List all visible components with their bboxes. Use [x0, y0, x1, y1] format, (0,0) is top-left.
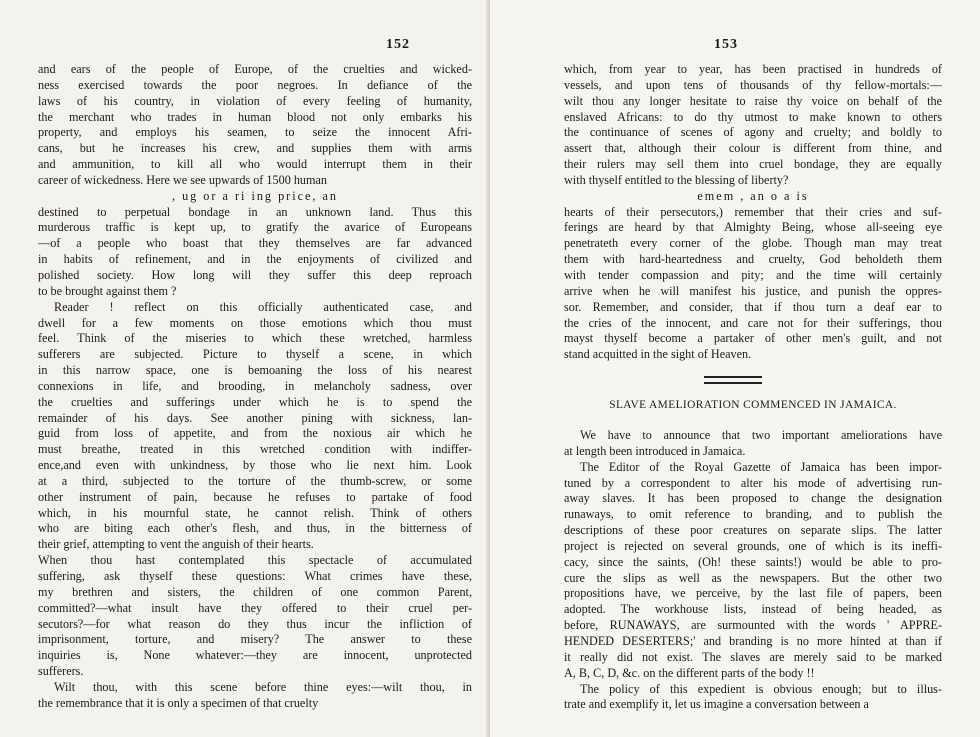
text-line: secutors?—for what reason do they thus incur the infliction of — [38, 616, 472, 631]
text-line: cans, but he increases his crew, and supplies them with arms — [38, 141, 472, 156]
text-line: before, RUNAWAYS, are surmounted with the words ' APPRE- — [564, 618, 942, 633]
text-line: property, and employs his seamen, to seize the innocent Afri- — [38, 125, 472, 140]
text-line: sufferers. — [38, 664, 84, 679]
text-line: it really did not exist. The slaves are merely said to be marked — [564, 649, 942, 664]
text-line: them with hard-heartedness and cruelty, God beholdeth them — [564, 252, 942, 267]
text-line: A, B, C, D, &c. on the different parts of the body !! — [564, 665, 815, 680]
text-line: arrive when he will manifest his justice, and punish the oppres- — [564, 283, 942, 298]
text-line: , ug or a ri ing price, an — [171, 188, 339, 203]
text-line: inquiries is, None whatever:—they are innocent, unprotected — [38, 648, 472, 663]
text-line: propositions have, we perceive, by the last file of papers, been — [564, 586, 942, 601]
right-page-text-bottom — [564, 428, 942, 713]
text-line: to be brought against them ? — [38, 283, 177, 298]
page-number-left: 152 — [386, 37, 410, 52]
text-line: the cruelties and sufferings under which he is to spend the — [38, 394, 472, 409]
text-line: and ammunition, to kill all who would interrupt them in their — [38, 157, 472, 172]
text-line: feel. Think of the miseries to which these wretched, harmless — [38, 331, 472, 346]
text-line: hearts of their persecutors,) remember that their cries and suf- — [564, 204, 942, 219]
text-line: —of a people who boast that they themselves are far advanced — [38, 236, 472, 251]
text-line: career of wickedness. Here we see upwards of 1500 human — [38, 172, 328, 187]
text-line: sor. Remember, and consider, that if thou turn a deaf ear to — [564, 299, 942, 314]
text-line: with tender compassion and pity; and the time will certainly — [564, 267, 942, 282]
text-line: committed?—what insult have they offered to their cruel per- — [38, 600, 472, 615]
text-line: polished society. How long will they suffer this deep reproach — [38, 267, 472, 282]
text-line: which, from year to year, has been practised in hundreds of — [564, 62, 942, 76]
text-line: the merchant who trades in human blood not only embarks his — [38, 109, 472, 124]
text-line: remainder of his days. See another pining with sickness, lan- — [38, 410, 472, 425]
text-line: their grief, attempting to vent the anguish of their hearts. — [38, 537, 314, 552]
text-line: and ears of the people of Europe, of the cruelties and wicked- — [38, 62, 472, 76]
section-heading: SLAVE AMELIORATION COMMENCED IN JAMAICA. — [609, 399, 897, 412]
text-line: guid from loss of appetite, and from the noxious air which he — [38, 426, 472, 441]
text-line: which, in his mournful state, he cannot relish. Think of others — [38, 505, 472, 520]
text-line: mayst thyself become a partaker of other men's guilt, and not — [564, 331, 942, 346]
text-line: destined to perpetual bondage in an unknown land. Thus this — [38, 204, 472, 219]
text-line: who are biting each other's flesh, and thus, in the bitterness of — [38, 521, 472, 536]
text-line: must breathe, treated in this wretched condition with indiffer- — [38, 442, 472, 457]
text-line: away slaves. It has been proposed to change the designation — [564, 491, 942, 506]
text-line: When thou hast contemplated this spectacle of accumulated — [38, 553, 472, 568]
text-line: their rulers may sell them into cruel bondage, they are equally — [564, 157, 942, 172]
text-line: wilt thou any longer hesitate to raise thy voice on behalf of the — [564, 93, 942, 108]
text-line: project is rejected on several grounds, one of which is its ineffi- — [564, 538, 942, 553]
left-page-text — [38, 62, 472, 712]
text-line: ferings are heard by that Almighty Being, whose all-seeing eye — [564, 220, 942, 235]
text-line: enslaved Africans: to do thy utmost to make known to others — [564, 109, 942, 124]
text-line: connexions in life, and brooding, in melancholy sadness, over — [38, 378, 472, 393]
text-line: stand acquitted in the sight of Heaven. — [564, 347, 752, 362]
text-line: ence,and even with unkindness, by those who lie next him. Look — [38, 458, 472, 473]
text-line: other instrument of pain, because he refuses to partake of food — [38, 489, 472, 504]
text-line: the remembrance that it is only a specimen of that cruelty — [38, 695, 319, 710]
text-line: The policy of this expedient is obvious enough; but to illus- — [580, 681, 942, 696]
text-line: suffering, ask thyself these questions: What crimes have these, — [38, 569, 472, 583]
text-line: The Editor of the Royal Gazette of Jamaica has been impor- — [580, 459, 942, 474]
text-line: trate and exemplify it, let us imagine a conversation between a — [564, 697, 869, 712]
text-line: at a third, subjected to the torture of the thumb-screw, or some — [38, 473, 472, 488]
text-line: assert that, although their colour is different from thine, and — [564, 141, 942, 156]
section-divider — [704, 376, 762, 384]
text-line: murderous traffic is kept up, to gratify the avarice of Europeans — [38, 220, 472, 235]
text-line: laws of his country, in violation of every feeling of humanity, — [38, 93, 472, 108]
text-line: cure the slips as well as the newspapers. But the other two — [564, 570, 942, 585]
text-line: adopted. The workhouse lists, instead of being headed, as — [564, 602, 942, 617]
text-line: vessels, and upon tens of thousands of thy fellow-mortals:— — [564, 77, 942, 92]
right-page — [490, 0, 980, 737]
text-line: penetrateth every corner of the globe. Though man may treat — [564, 236, 942, 251]
text-line: Reader ! reflect on this officially authenticated case, and — [54, 299, 472, 314]
text-line: Wilt thou, with this scene before thine eyes:—wilt thou, in — [54, 679, 472, 694]
page-number-right: 153 — [714, 37, 738, 52]
text-line: emem , an o a is — [697, 188, 809, 203]
text-line: We have to announce that two important ameliorations have — [580, 428, 942, 443]
text-line: runaways, to omit reference to branding, and to publish the — [564, 507, 942, 522]
text-line: with thyself entitled to the blessing of liberty? — [564, 172, 789, 187]
text-line: the cries of the innocent, and care not for their sufferings, thou — [564, 315, 942, 330]
text-line: in habits of refinement, and in the enjoyments of civilized and — [38, 252, 472, 267]
text-line: ness exercised towards the poor negroes. In defiance of the — [38, 77, 472, 92]
text-line: at length been introduced in Jamaica. — [564, 443, 746, 458]
text-line: my brethren and sisters, the children of one common Parent, — [38, 584, 472, 599]
text-line: sufferers are subjected. Picture to thyself a scene, in which — [38, 347, 472, 362]
text-line: descriptions of these poor creatures on separate slips. The latter — [564, 523, 942, 538]
text-line: in this narrow space, one is bemoaning the loss of his nearest — [38, 363, 472, 378]
text-line: the continuance of scenes of agony and cruelty; and boldly to — [564, 125, 942, 140]
text-line: tuned by a correspondent to alter his mode of advertising run- — [564, 475, 942, 490]
text-line: imprisonment, torture, and misery? The answer to these — [38, 632, 472, 647]
right-page-text-top — [564, 62, 942, 363]
text-line: HENDED DESERTERS;' and branding is no more hinted at than if — [564, 634, 942, 648]
text-line: cacy, since the saints, (Oh! these saints!) would be able to pro- — [564, 554, 942, 569]
text-line: dwell for a few moments on those emotions which thou must — [38, 315, 472, 330]
